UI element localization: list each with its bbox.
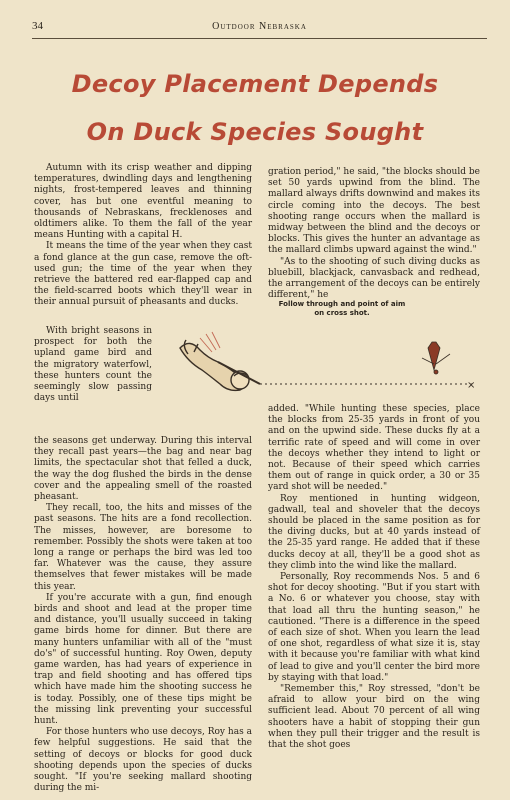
paragraph: added. "While hunting these species, place the blocks from 25-35 yards in front of you and on the upwind side. These ducks fly at a terrific rate of speed and will come in over the decoys whether they intend to light or not. Because of their speed which carries them out of range in quick order, a 30 or 35 yard shot will be needed."	[268, 404, 480, 493]
article-column-left-narrow	[34, 326, 152, 404]
page-header	[32, 16, 487, 39]
hunter-aiming-illustration	[160, 318, 490, 398]
headline-line-2: On Duck Species Sought	[86, 118, 424, 146]
paragraph: Personally, Roy recommends Nos. 5 and 6 shot for decoy shooting. "But if you start with a No. 6 or whatever you choose, stay with that load all thru the hunting season," he cautioned. "There is a difference in the speed of each size of shot. When you learn the lead of one shot, regardless of what size it is, stay with it because you're familiar with what kind of lead to give and you'll center the bird more by staying with that load."	[268, 572, 480, 683]
article-column-left-bottom	[34, 436, 252, 795]
paragraph: "As to the shooting of such diving ducks as bluebill, blackjack, canvasback and redhead, the arrangement of the decoys can be entirely different," he	[268, 256, 480, 301]
paragraph: gration period," he said, "the blocks should be set 50 yards upwind from the blind. The mallard always drifts downwind and makes its circle coming into the decoys. The best shooting range occurs when the mallard is midway between the blind and the decoys or blocks. This gives the hunter an advantage as the mallard climbs upward against the wind."	[268, 167, 480, 256]
illustration-caption: Follow through and point of aim on cross shot.	[278, 300, 406, 317]
paragraph: If you're accurate with a gun, find enough birds and shoot and lead at the proper time and distance, you'll usually succeed in taking game birds home for dinner. But there are many hunters unfamiliar with all of the "must do's" of successful hunting. Roy Owen, deputy game warden, has had years of experience in trap and field shooting and has offered tips which have made him the shooting success he is today. Possibly, one of these tips might be the missing link preventing your successful hunt.	[34, 592, 252, 727]
article-column-left-top	[34, 163, 252, 309]
paragraph: For those hunters who use decoys, Roy has a few helpful suggestions. He said that the setting of decoys or blocks for good duck shooting depends upon the species of ducks sought. "If you're seeking mallard shooting during the mi-	[34, 727, 252, 794]
article-column-right-bottom	[268, 404, 480, 751]
paragraph: It means the time of the year when they cast a fond glance at the gun case, remove the oft-used gun; the time of the year when they retrieve the battered red ear-flapped cap and the field-scarred boots which they'll wear in their annual pursuit of pheasants and ducks.	[34, 241, 252, 308]
headline-line-1: Decoy Placement Depends	[71, 70, 439, 98]
paragraph: Roy mentioned in hunting widgeon, gadwall, teal and shoveler that the decoys should be placed in the same position as for the diving ducks, but at 40 yards instead of the 25-35 yard range. He added that if these ducks decoy at all, they'll be a good shot as they climb into the wind like the mallard.	[268, 493, 480, 571]
article-column-right-top	[268, 167, 480, 301]
aim-point-mark: ×	[467, 380, 476, 391]
muzzle-flash-icon	[200, 332, 220, 352]
paragraph: They recall, too, the hits and misses of the past seasons. The hits are a fond recollection. The misses, however, are boresome to remember. Possibly the shots were taken at too long a range or perhaps the bird was led too far. Whatever was the cause, they assure themselves that fewer mistakes will be made this year.	[34, 503, 252, 592]
paragraph: "Remember this," Roy stressed, "don't be afraid to allow your bird on the wing sufficient lead. About 70 percent of all wing shooters have a habit of stopping their gun when they pull their trigger and the result is that the shot goes	[268, 684, 480, 751]
paragraph: Autumn with its crisp weather and dipping temperatures, dwindling days and lengthening nights, frost-tempered leaves and thinning cover, has but one eventful meaning to thousands of Nebraskans, frecklenoses and oldtimers alike. To them the fall of the year means Hunting with a capital H.	[34, 163, 252, 241]
paragraph: With bright seasons in prospect for both the upland game bird and the migratory waterfowl, these hunters count the seemingly slow passing days until	[34, 326, 152, 404]
magazine-title: Outdoor Nebraska	[212, 21, 307, 32]
flying-duck-icon	[422, 342, 450, 374]
paragraph: the seasons get underway. During this interval they recall past years—the bag and near bag limits, the spectacular shot that felled a duck, the way the dog flushed the birds in the dense cover and the appealing smell of the roasted pheasant.	[34, 436, 252, 503]
page-number: 34	[32, 20, 43, 32]
